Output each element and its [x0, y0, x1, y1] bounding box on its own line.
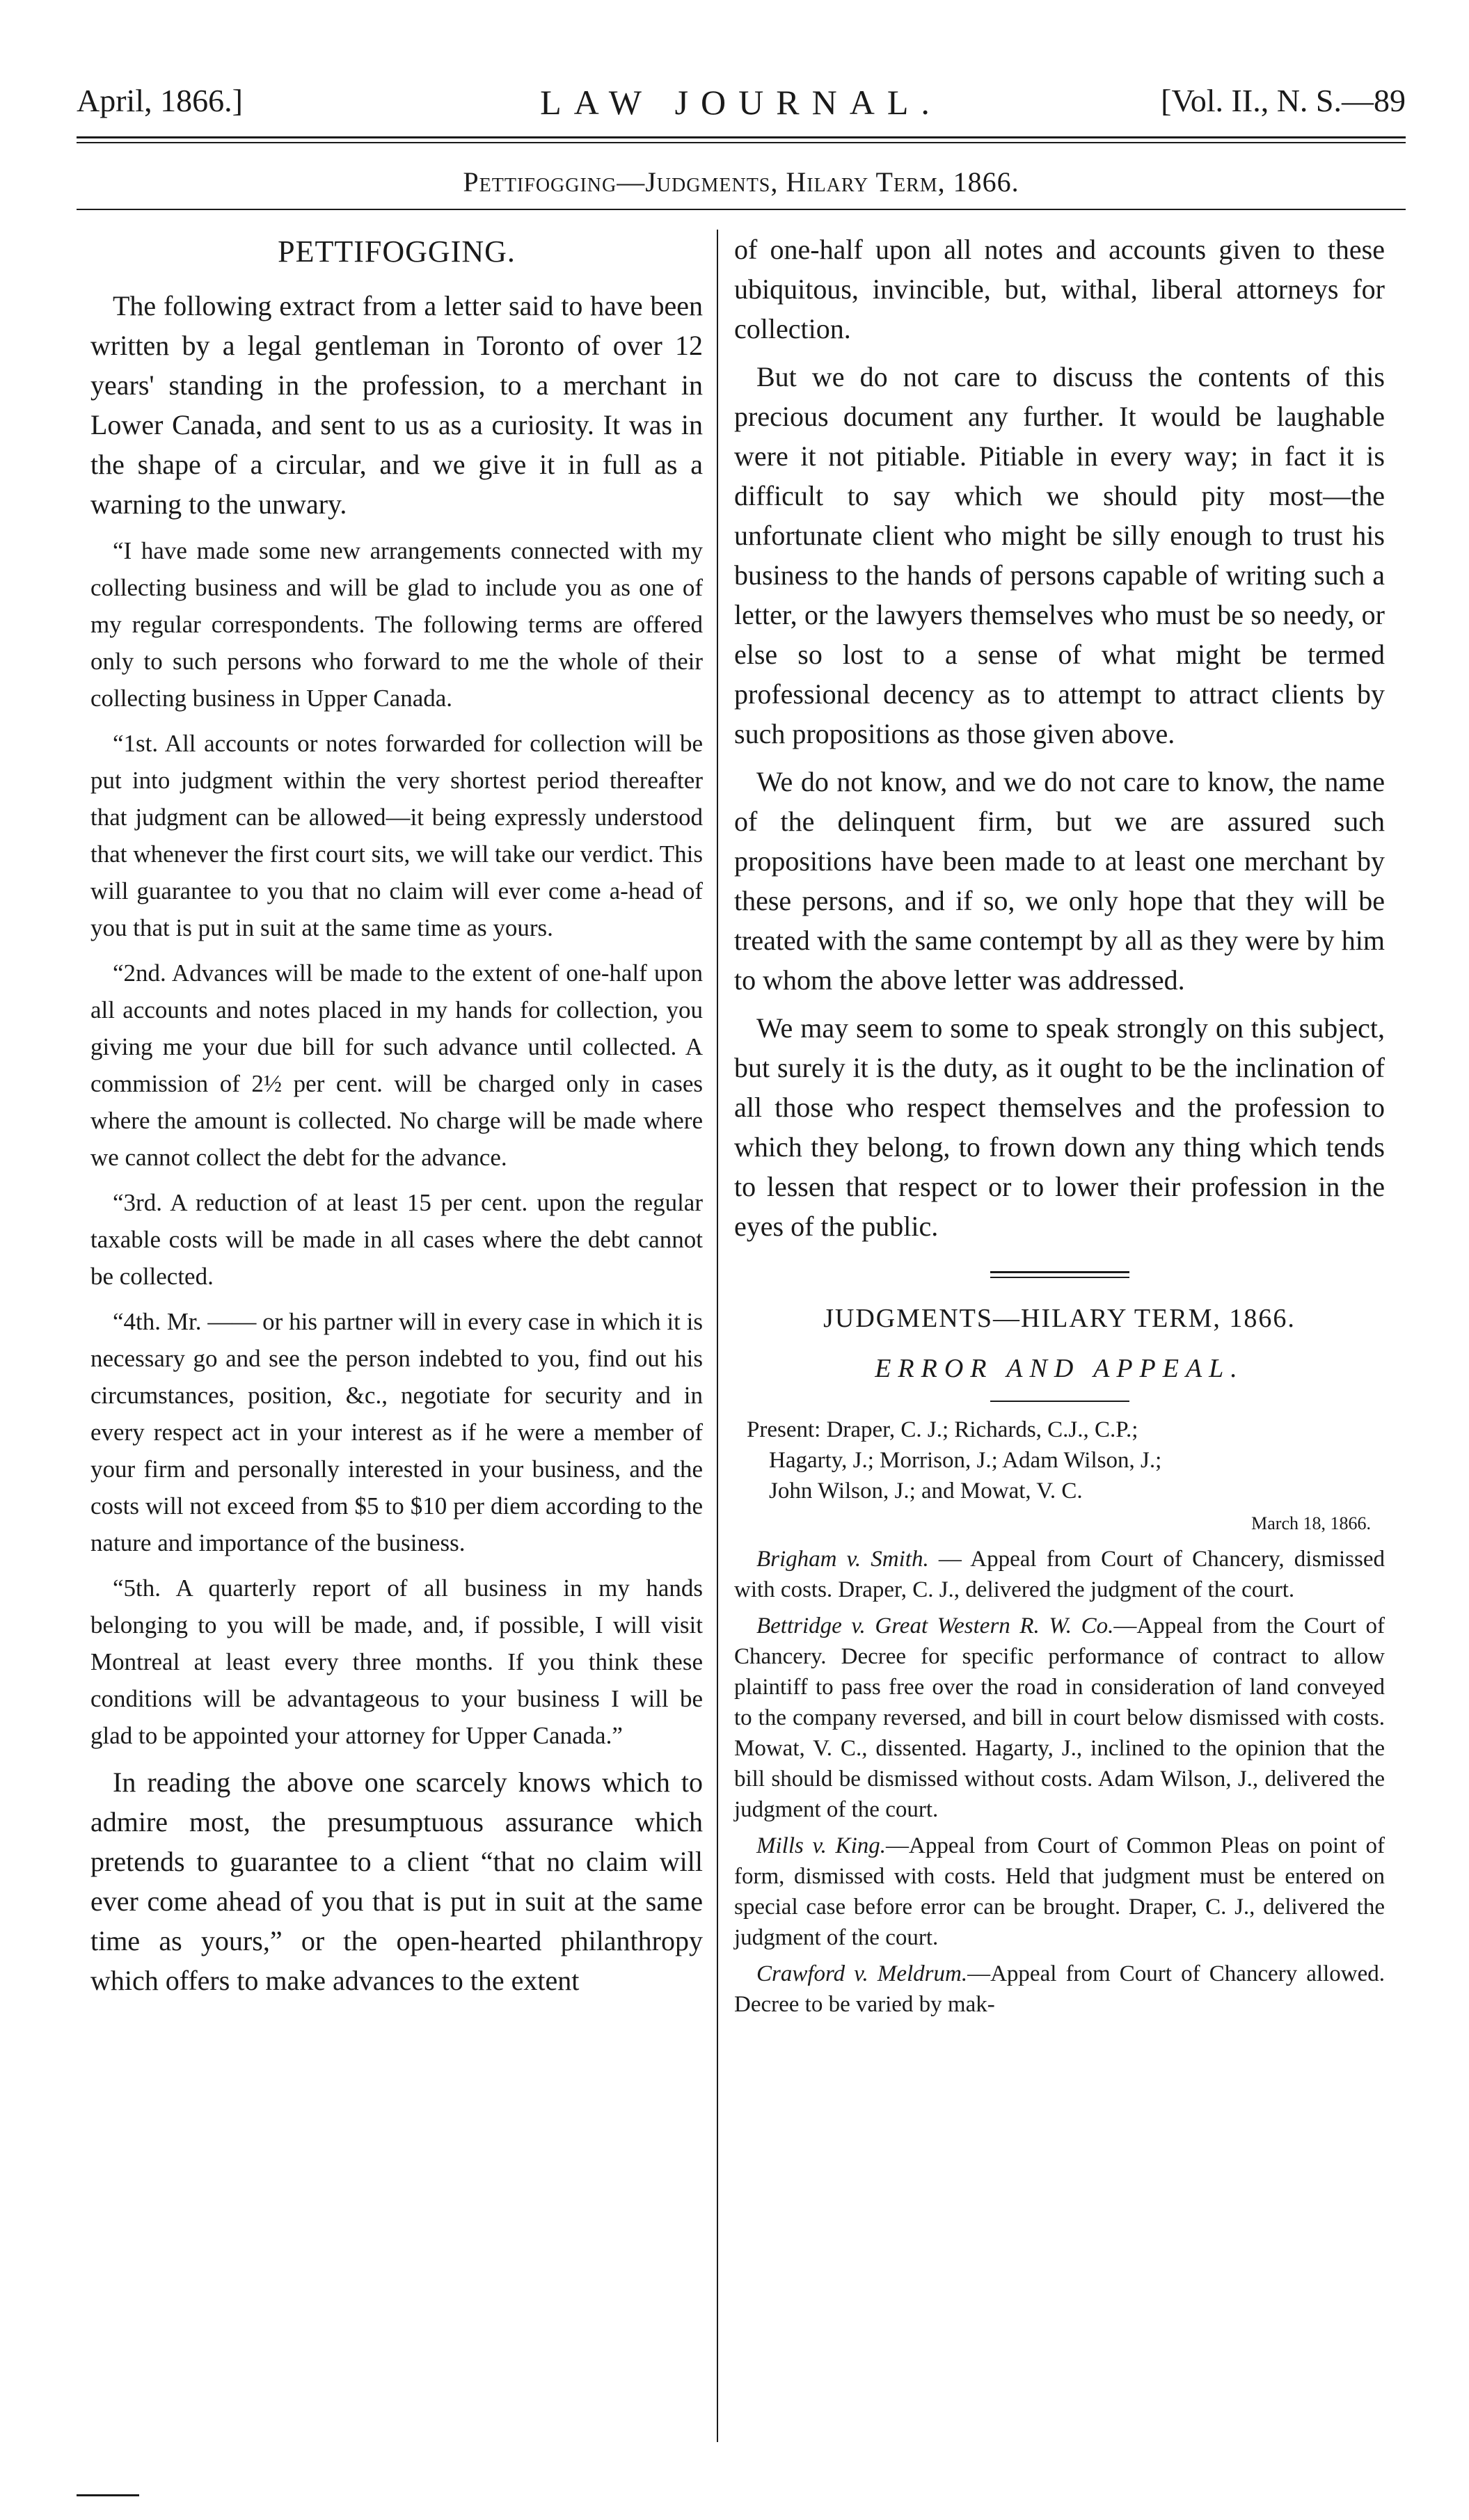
- commentary-paragraph-3: We do not know, and we do not care to know, the name of the delinquent firm, but we are assured such propositions have been made to at least one merchant by these persons, and if so, we only hope that they will be treated with the same contempt by all as they were by him to whom the above letter was addressed.: [734, 766, 1385, 996]
- letter-paragraph-1: “I have made some new arrangements connected with my collecting business and will be glad to include you as one of my regular correspondents. The following terms are offered only to such persons who forward to me the whole of their collecting business in Upper Canada.: [90, 537, 703, 712]
- letter-paragraph-2: “1st. All accounts or notes forwarded for collection will be put into judgment within the very shortest period thereafter that judgment can be allowed—it being expressly understood that whenever the first court sits, we will take our verdict. This will guarantee to you that no claim will ever come a-head of you that is put in suit at the same time as yours.: [90, 730, 703, 941]
- present-line-3: John Wilson, J.; and Mowat, V. C.: [769, 1478, 1083, 1504]
- article-title: PETTIFOGGING.: [278, 234, 516, 269]
- right-column: [734, 230, 1385, 2025]
- case-name: Bettridge v. Great Western R. W. Co.: [756, 1613, 1114, 1638]
- case-text: — Appeal from Court of Chancery, dismissed with costs. Draper, C. J., delivered the judgment of the court.: [734, 1547, 1385, 1602]
- case-entry: [734, 1611, 1385, 1825]
- error-and-appeal-heading: ERROR AND APPEAL.: [875, 1354, 1244, 1383]
- heading-rule: [990, 1401, 1129, 1402]
- header-volume: [Vol. II., N. S.—89: [1161, 83, 1406, 118]
- closing-paragraph: In reading the above one scarcely knows which to admire most, the presumptuous assurance which pretends to guarantee to a client “that no claim will ever come ahead of you that is put in suit at the same time as yours,” or the open-hearted philanthropy which offers to make advances to the extent: [90, 1767, 703, 1996]
- case-entry: [734, 1544, 1385, 1605]
- subheader-rule: [77, 209, 1406, 210]
- case-text: —Appeal from Court of Chancery allowed. Decree to be varied by mak-: [734, 1961, 1385, 2017]
- left-column: [90, 230, 703, 2000]
- running-header: [77, 82, 1406, 131]
- present-line-2: Hagarty, J.; Morrison, J.; Adam Wilson, J.;: [769, 1448, 1162, 1473]
- commentary-paragraph-4: We may seem to some to speak strongly on this subject, but surely it is the duty, as it ought to be the inclination of all those who respect themselves and the profession to which they belong, to frown down any thing which tends to lessen that respect or to lower their profession in the eyes of the public.: [734, 1012, 1385, 1242]
- footer-mark: [77, 2494, 139, 2496]
- commentary-paragraph-2: But we do not care to discuss the contents of this precious document any further. It would be laughable were it not pitiable. Pitiable in every way; in fact it is difficult to say which we should pity most—the unfortunate client who might be silly enough to trust his business to the hands of persons capable of writing such a letter, or the lawyers themselves who must be so needy, or else so lost to a sense of what might be termed professional decency as to attempt to attract clients by such propositions as those given above.: [734, 361, 1385, 749]
- column-divider: [717, 230, 718, 2442]
- intro-paragraph: The following extract from a letter said to have been written by a legal gentleman in Toronto of over 12 years' standing in the profession, to a merchant in Lower Canada, and sent to us as a curiosity. It was in the shape of a circular, and we give it in full as a warning to the unwary.: [90, 290, 703, 520]
- letter-paragraph-6: “5th. A quarterly report of all business in my hands belonging to you will be made, and, if possible, I will visit Montreal at least every three months. If you think these conditions will be advantageous to your business I will be glad to be appointed your attorney for Upper Canada.”: [90, 1574, 703, 1749]
- header-double-rule: [77, 136, 1406, 143]
- page-subheader: Pettifogging—Judgments, Hilary Term, 1866.: [463, 166, 1019, 198]
- section-separator: [990, 1271, 1129, 1278]
- header-date: April, 1866.]: [77, 83, 243, 118]
- present-line-1: Present: Draper, C. J.; Richards, C.J., C.P.;: [747, 1417, 1138, 1442]
- case-name: Brigham v. Smith.: [756, 1547, 929, 1572]
- letter-paragraph-4: “3rd. A reduction of at least 15 per cent. upon the regular taxable costs will be made in all cases where the debt cannot be collected.: [90, 1189, 703, 1290]
- case-text: —Appeal from Court of Common Pleas on point of form, dismissed with costs. Held that judgment must be entered on special case before error can be brought. Draper, C. J., delivered the judgment of the court.: [734, 1833, 1385, 1950]
- judgments-title: JUDGMENTS—HILARY TERM, 1866.: [823, 1304, 1296, 1333]
- case-text: —Appeal from the Court of Chancery. Decree for specific performance of contract to allow plaintiff to pass free over the road in consideration of land conveyed to the company reversed, and bill in court below dismissed with costs. Mowat, V. C., dissented. Hagarty, J., inclined to the opinion that the bill should be dismissed without costs. Adam Wilson, J., delivered the judgment of the court.: [734, 1613, 1385, 1822]
- case-entry: [734, 1959, 1385, 2020]
- judgment-date: March 18, 1866.: [1251, 1513, 1371, 1533]
- letter-paragraph-3: “2nd. Advances will be made to the extent of one-half upon all accounts and notes placed in my hands for collection, you giving me your due bill for such advance until collected. A commission of 2½ per cent. will be charged only in cases where the amount is collected. No charge will be made where we cannot collect the debt for the advance.: [90, 959, 703, 1171]
- letter-paragraph-5: “4th. Mr. —— or his partner will in every case in which it is necessary go and see the person indebted to you, find out his circumstances, position, &c., negotiate for security and in every respect act in your interest as if he were a member of your firm and personally interested in your business, and the costs will not exceed from $5 to $10 per diem according to the nature and importance of the business.: [90, 1308, 703, 1556]
- continued-paragraph: of one-half upon all notes and accounts given to these ubiquitous, invincible, but, withal, liberal attorneys for collection.: [734, 234, 1385, 344]
- case-name: Mills v. King.: [756, 1833, 886, 1858]
- bench-present: [734, 1414, 1385, 1506]
- journal-title: LAW JOURNAL.: [540, 83, 942, 122]
- case-entry: [734, 1831, 1385, 1953]
- case-name: Crawford v. Meldrum.: [756, 1961, 968, 1986]
